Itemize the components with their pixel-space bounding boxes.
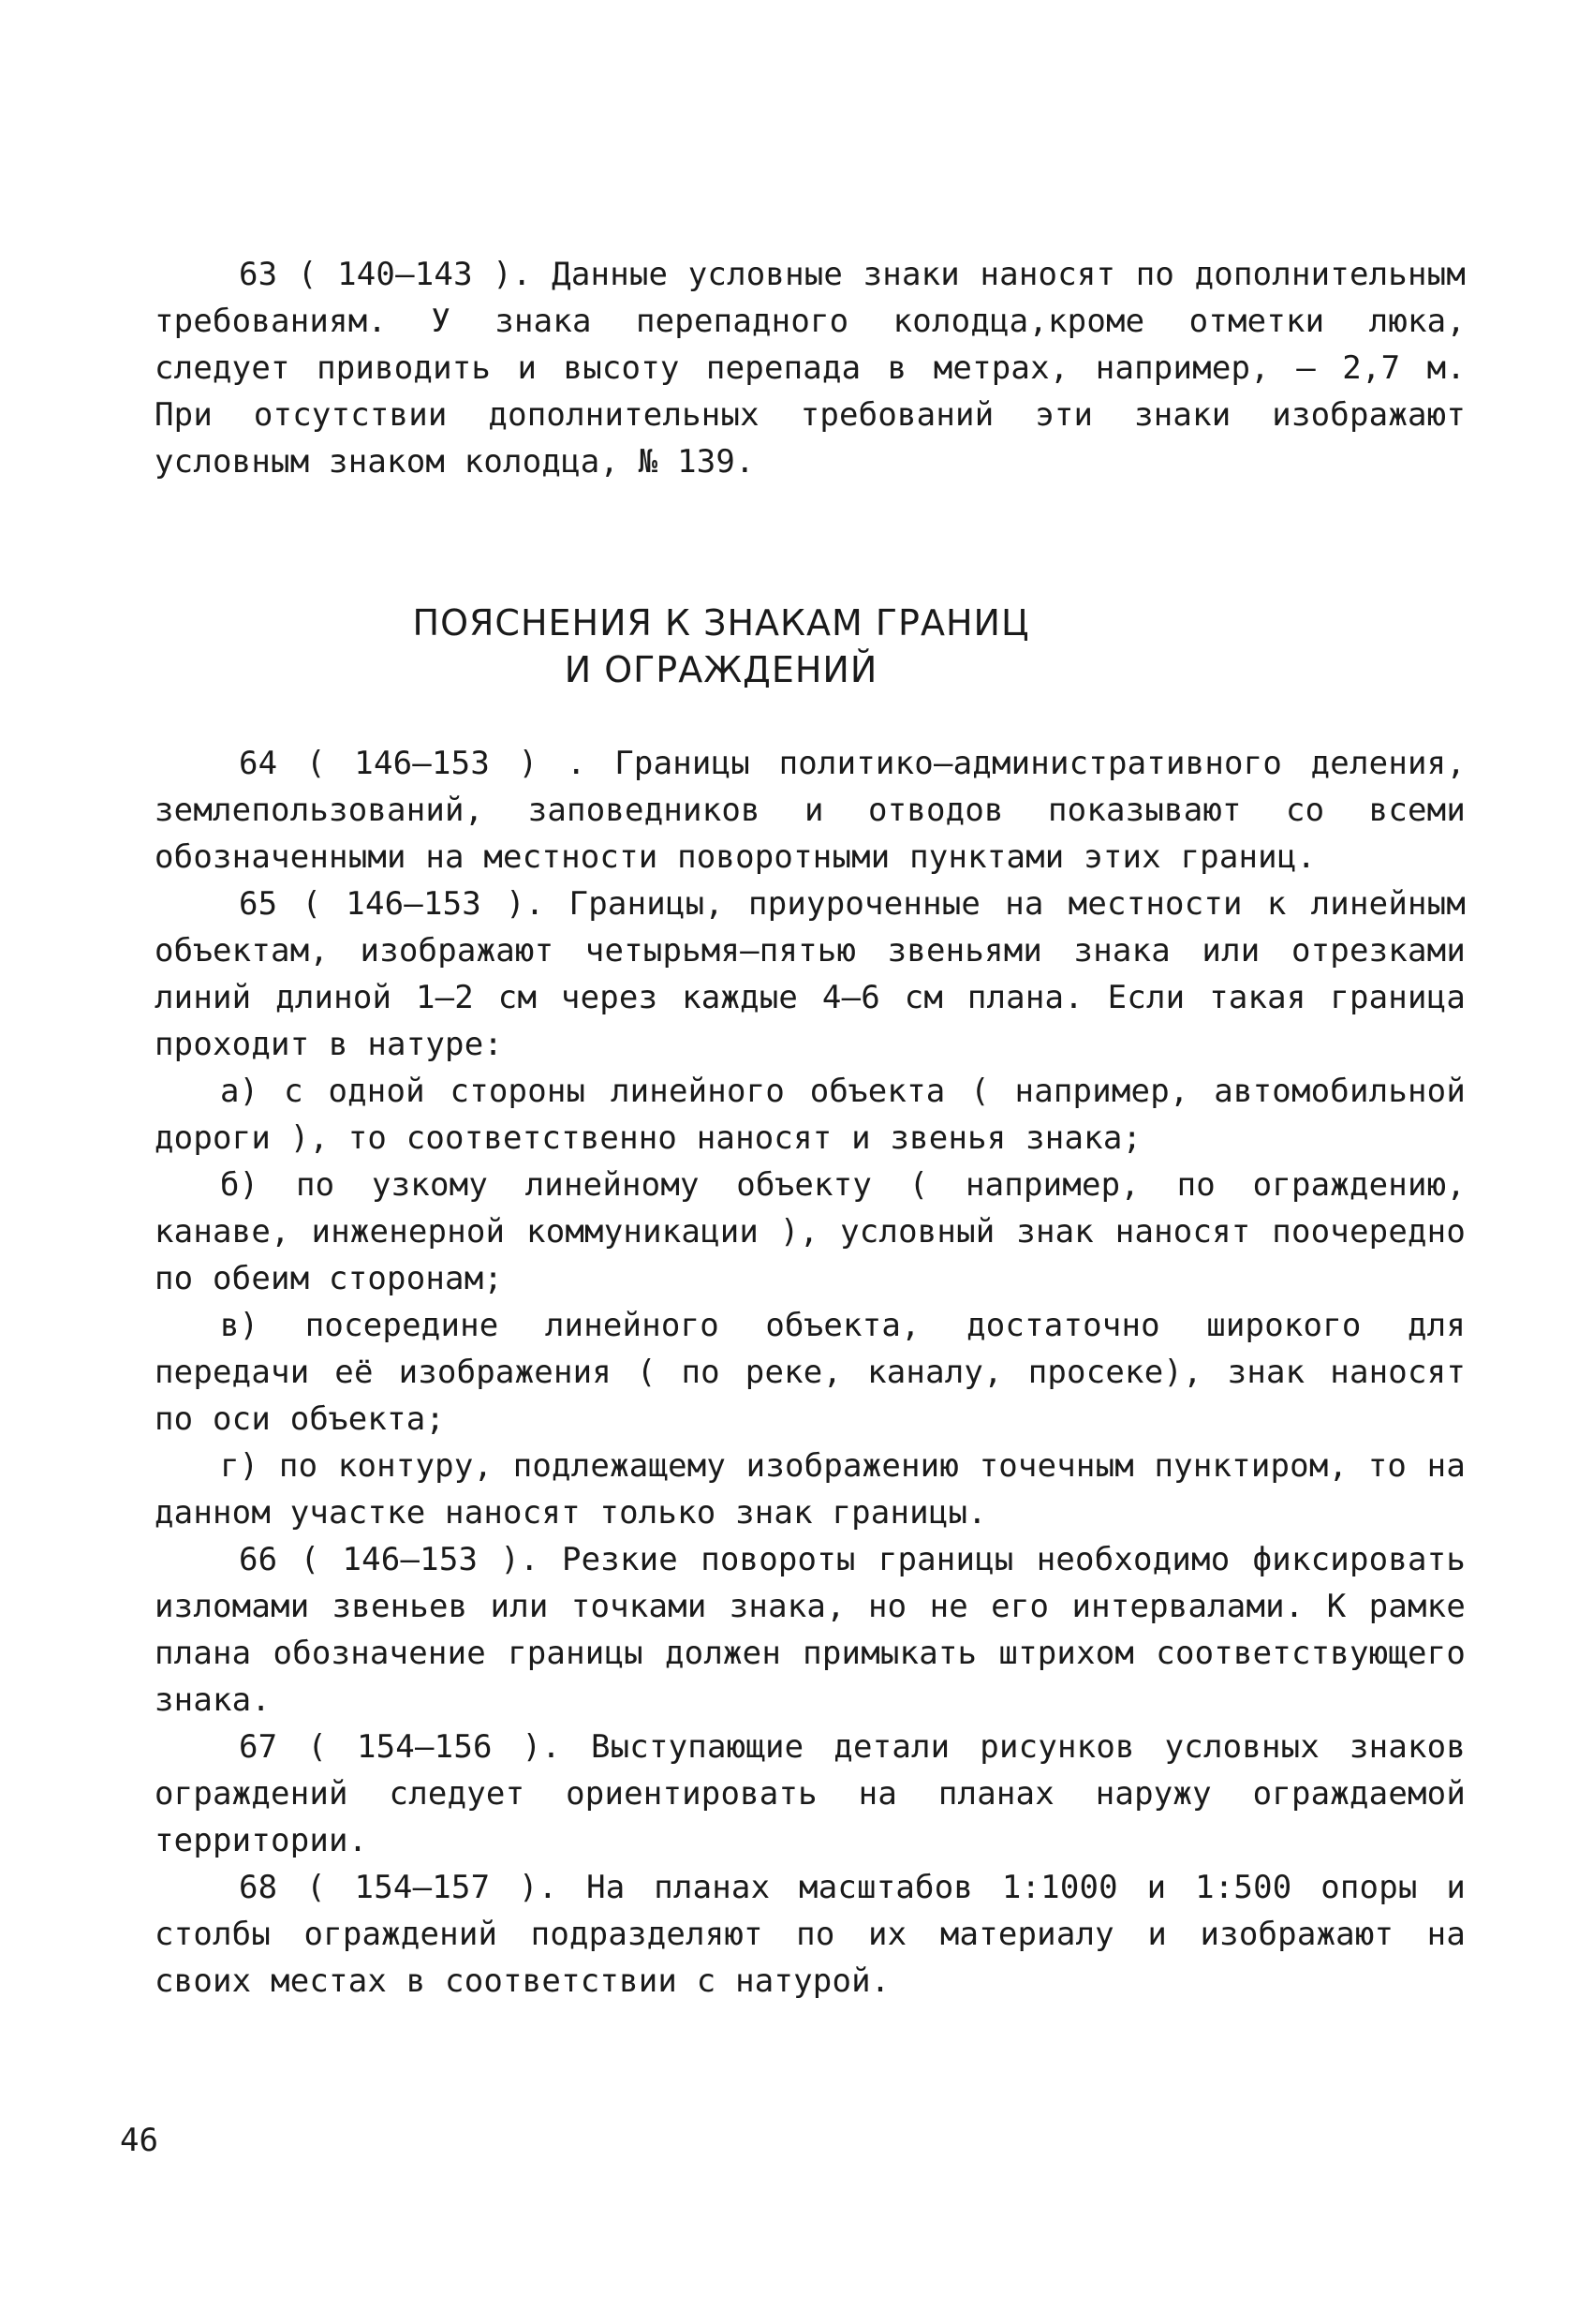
top-text-block: [155, 251, 1466, 485]
section-heading-line-2: И ОГРАЖДЕНИЙ: [564, 649, 878, 690]
paragraph-67: 67 ( 154–156 ). Выступающие детали рисунков условных знаков ограждений следует ориентировать на планах наружу ограждаемой территории.: [155, 1728, 1466, 1859]
paragraph-63: 63 ( 140–143 ). Данные условные знаки наносят по дополнительным требованиям. У знака перепадного колодца,кроме отметки люка, следует приводить и высоту перепада в метрах, например, – 2,7 м. При отсутствии дополнительных требований эти знаки изображают условным знаком колодца, № 139.: [155, 256, 1466, 481]
paragraph-65: 65 ( 146–153 ). Границы, приуроченные на местности к линейным объектам, изображают четырьмя–пятью звеньями знака или отрезками линий длиной 1–2 см через каждые 4–6 см плана. Если такая граница проходит в натуре:: [155, 885, 1466, 1063]
section-heading-line-1: ПОЯСНЕНИЯ К ЗНАКАМ ГРАНИЦ: [412, 602, 1030, 644]
paragraph-66: 66 ( 146–153 ). Резкие повороты границы необходимо фиксировать изломами звеньев или точками знака, но не его интервалами. К рамке плана обозначение границы должен примыкать штрихом соответствующего знака.: [155, 1541, 1466, 1719]
paragraph-64: 64 ( 146–153 ) . Границы политико–административного деления, землепользований, заповедников и отводов показывают со всеми обозначенными на местности поворотными пунктами этих границ.: [155, 745, 1466, 876]
page-number: 46: [120, 2122, 158, 2159]
section-heading: [0, 600, 1442, 693]
paragraph-65-b: б) по узкому линейному объекту ( например, по ограждению, канаве, инженерной коммуникации ), условный знак наносят поочередно по обеим сторонам;: [155, 1166, 1466, 1297]
paragraph-65-c: в) посередине линейного объекта, достаточно широкого для передачи её изображения ( по реке, каналу, просеке), знак наносят по оси объекта;: [155, 1307, 1466, 1438]
paragraph-65-a: а) с одной стороны линейного объекта ( например, автомобильной дороги ), то соответственно наносят и звенья знака;: [155, 1073, 1466, 1157]
main-text-block: [155, 740, 1466, 2005]
paragraph-68: 68 ( 154–157 ). На планах масштабов 1:1000 и 1:500 опоры и столбы ограждений подразделяют по их материалу и изображают на своих местах в соответствии с натурой.: [155, 1869, 1466, 2000]
paragraph-65-d: г) по контуру, подлежащему изображению точечным пунктиром, то на данном участке наносят только знак границы.: [155, 1447, 1466, 1532]
